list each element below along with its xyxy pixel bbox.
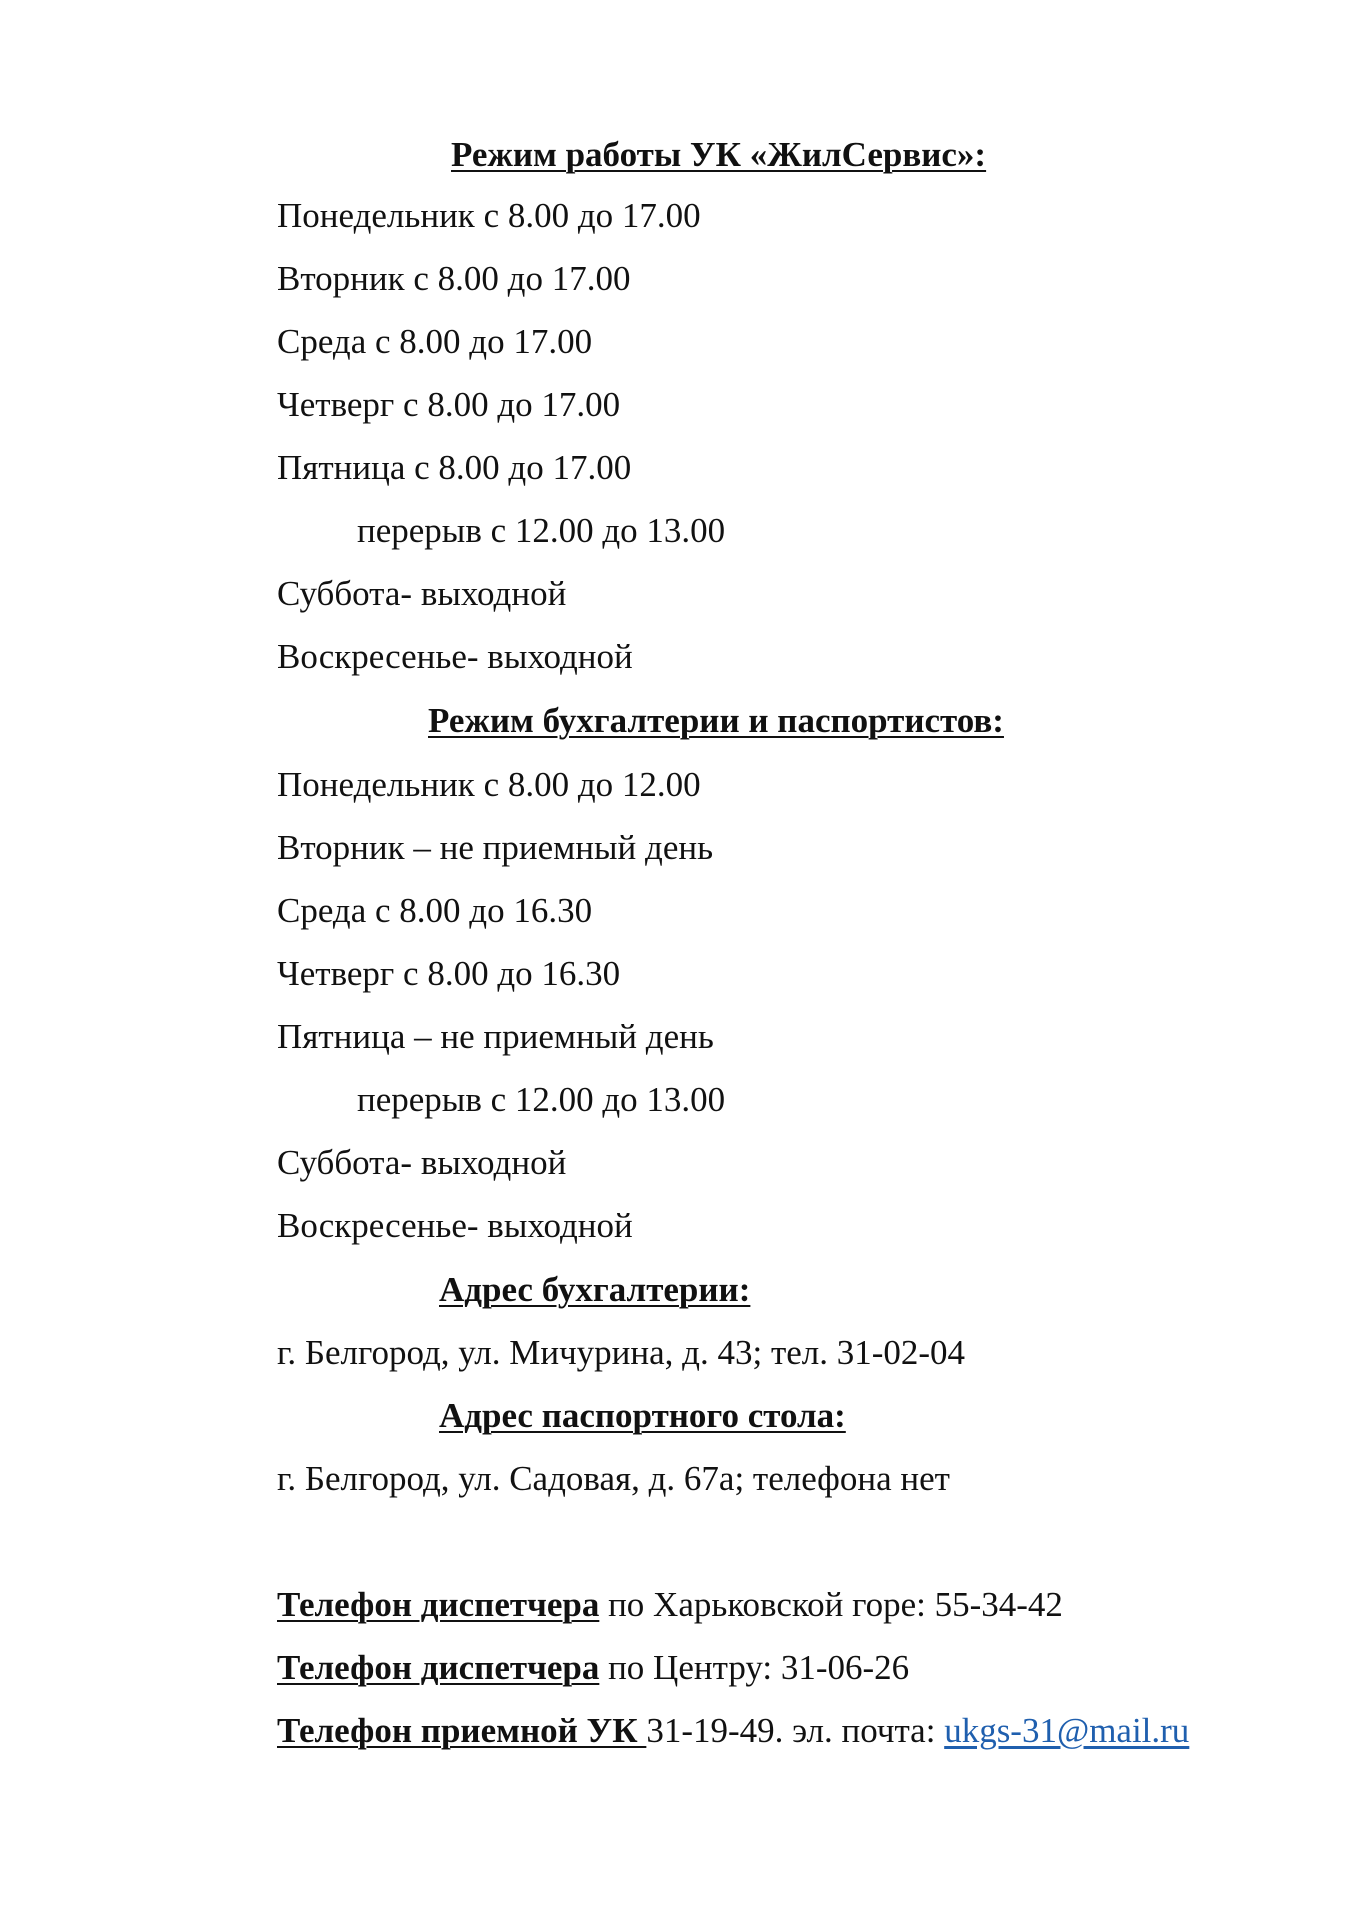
accounting-address-heading: Адрес бухгалтерии: <box>439 1270 751 1309</box>
dispatcher-kharkov-phone: по Харьковской горе: 55-34-42 <box>599 1585 1063 1624</box>
email-link[interactable]: ukgs-31@mail.ru <box>944 1711 1190 1750</box>
dispatcher-center-line <box>277 1648 909 1688</box>
accounting-address-text: г. Белгород, ул. Мичурина, д. 43; тел. 31-02-04 <box>277 1333 966 1372</box>
work-mode-wednesday: Среда с 8.00 до 17.00 <box>277 322 593 361</box>
dispatcher-kharkov-label: Телефон диспетчера <box>277 1585 600 1624</box>
work-mode-saturday: Суббота- выходной <box>277 574 567 613</box>
passport-address-heading: Адрес паспортного стола: <box>439 1396 846 1435</box>
dispatcher-kharkov-line <box>277 1585 1063 1625</box>
accounting-mode-friday: Пятница – не приемный день <box>277 1017 714 1056</box>
work-mode-break: перерыв с 12.00 до 13.00 <box>357 511 726 550</box>
reception-label: Телефон приемной УК <box>277 1711 647 1750</box>
accounting-mode-thursday: Четверг с 8.00 до 16.30 <box>277 954 621 993</box>
accounting-mode-saturday: Суббота- выходной <box>277 1143 567 1182</box>
reception-line <box>277 1711 1189 1751</box>
accounting-mode-tuesday: Вторник – не приемный день <box>277 828 714 867</box>
dispatcher-center-label: Телефон диспетчера <box>277 1648 600 1687</box>
dispatcher-center-phone: по Центру: 31-06-26 <box>599 1648 910 1687</box>
work-mode-tuesday: Вторник с 8.00 до 17.00 <box>277 259 631 298</box>
passport-address-text: г. Белгород, ул. Садовая, д. 67а; телефона нет <box>277 1459 950 1498</box>
accounting-mode-wednesday: Среда с 8.00 до 16.30 <box>277 891 593 930</box>
work-mode-sunday: Воскресенье- выходной <box>277 637 633 676</box>
work-mode-monday: Понедельник с 8.00 до 17.00 <box>277 196 701 235</box>
work-mode-thursday: Четверг с 8.00 до 17.00 <box>277 385 621 424</box>
work-mode-friday: Пятница с 8.00 до 17.00 <box>277 448 632 487</box>
work-mode-heading: Режим работы УК «ЖилСервис»: <box>451 135 987 174</box>
accounting-mode-heading: Режим бухгалтерии и паспортистов: <box>428 701 1004 740</box>
reception-phone: 31-19-49. эл. почта: <box>646 1711 945 1750</box>
accounting-mode-monday: Понедельник с 8.00 до 12.00 <box>277 765 701 804</box>
accounting-mode-break: перерыв с 12.00 до 13.00 <box>357 1080 726 1119</box>
accounting-mode-sunday: Воскресенье- выходной <box>277 1206 633 1245</box>
